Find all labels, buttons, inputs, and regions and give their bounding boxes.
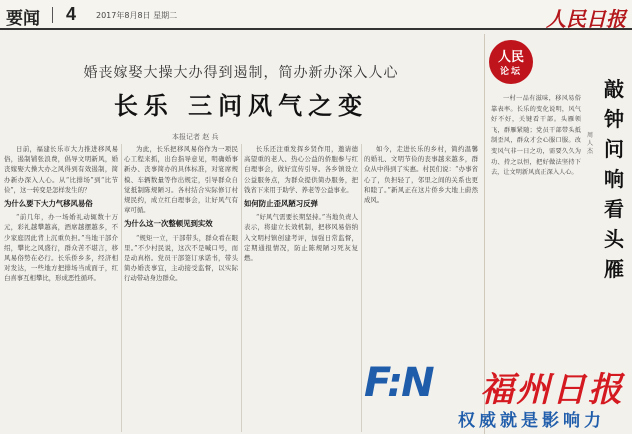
source-watermark — [360, 360, 632, 434]
column-divider — [121, 144, 122, 432]
article-byline: 本报记者 赵 兵 — [172, 133, 219, 141]
newspaper-logo: 人民日报 — [546, 7, 626, 31]
article-paragraph: “好风气需要长期坚持。”当地负责人表示，将建立长效机制，把移风易俗纳入文明村镇创建考评，加强日常监督，定期通报情况，防止陈规陋习死灰复燃。 — [244, 213, 358, 263]
article-column-3 — [244, 144, 358, 432]
header-divider — [52, 7, 53, 23]
commentary-author: 周人杰 — [587, 132, 594, 155]
article-headline: 长乐 三问风气之变 — [113, 91, 369, 120]
article-subheading: 为什么要下大力气移风易俗 — [4, 199, 93, 209]
watermark-slogan: 权威就是影响力 — [458, 411, 605, 431]
article-column-1 — [4, 144, 118, 432]
article-kicker: 婚丧嫁娶大操大办得到遏制，简办新办深入人心 — [83, 65, 399, 81]
forum-badge-line2: 论坛 — [499, 67, 522, 77]
commentary-headline: 敲钟问响看头雁 — [604, 77, 624, 281]
article-paragraph: 长乐还注重发挥乡贤作用，邀请德高望重的老人、热心公益的侨胞参与红白理事会，做好宣传引导。各乡镇设立公益服务点，为群众提供简办服务，把钱省下来用于助学、养老等公益事业。 — [244, 145, 358, 194]
article-paragraph: 如今，走进长乐的乡村，简约温馨的婚礼、文明节俭的丧事越来越多，群众从中得到了实惠。村民们说：“办事省心了，负担轻了，邻里之间的关系也更和睦了。”新风正在这片侨乡大地上蔚然成风。 — [364, 145, 478, 205]
forum-badge-line1: 人民 — [497, 50, 524, 65]
column-divider — [241, 144, 242, 432]
forum-badge — [489, 40, 533, 84]
article-column-4 — [364, 144, 478, 358]
article-subheading: 为什么这一次整顿见到实效 — [124, 219, 213, 229]
article-paragraph: 日前，福建长乐市大力推进移风易俗，遏制铺张浪费，倡导文明新风，婚丧嫁娶大操大办之风得到有效遏制，简办新办深入人心。从“比排场”到“比节俭”，这一转变是怎样发生的？ — [4, 145, 118, 194]
article-paragraph: 为此，长乐把移风易俗作为一项民心工程来抓，出台指导意见，明确婚事新办、丧事简办的具体标准，对宴席规模、车辆数量等作出规定，引导群众自觉抵制陈规陋习。各村结合实际修订村规民约，成立红白理事会，让好风气有章可循。 — [124, 145, 238, 215]
watermark-name: 福州日报 — [480, 370, 624, 410]
publication-date: 2017年8月8日 星期二 — [96, 11, 178, 20]
article-subheading: 如何防止歪风陋习反弹 — [244, 199, 318, 209]
article-column-2 — [124, 144, 238, 432]
article-paragraph: “前几年，办一场婚礼动辄数十万元，彩礼越攀越高，酒席越摆越多，不少家庭因此背上沉重负担。”当地干部介绍，攀比之风盛行，群众苦不堪言，移风易俗势在必行。长乐侨乡多，经济相对发达，一些地方把排场当成面子，红白喜事互相攀比，形成恶性循环。 — [4, 213, 118, 283]
commentary-paragraph: 一村一品有滋味，移风易俗靠表率。长乐的变化说明，风气好不好，关键看干部。头雁领飞，群雁紧随；党员干部带头抵制歪风，群众才会心服口服。改变风气非一日之功，需要久久为功、持之以恒，把好做法坚持下去，让文明新风真正深入人心。 — [491, 95, 581, 177]
page-header — [0, 0, 632, 30]
watermark-mark: F:N — [364, 360, 433, 406]
page-number: 4 — [66, 4, 77, 24]
article-paragraph: “规矩一立，干部带头，群众看在眼里。”不少村民说，这次不是喊口号，而是动真格。党员干部签订承诺书，带头简办婚丧事宜，主动接受监督，以实际行动带动身边群众。 — [124, 233, 238, 283]
section-name: 要闻 — [6, 9, 40, 29]
